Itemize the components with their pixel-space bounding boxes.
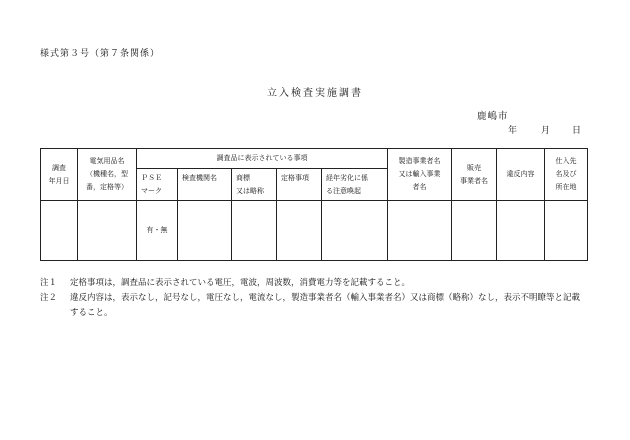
date-month: 月 — [541, 126, 551, 136]
sub-pse-mark: ＰＳＥ マーク — [137, 169, 178, 201]
col-supplier: 仕入先 名及び 所在地 — [545, 149, 588, 201]
table-row — [41, 201, 588, 261]
notes — [40, 276, 585, 321]
sub-rated-items: 定格事項 — [277, 169, 322, 201]
cell-product[interactable] — [78, 201, 137, 261]
col-violation: 違反内容 — [497, 149, 545, 201]
cell-aging[interactable] — [322, 201, 388, 261]
note-1: 注１ 定格事項は，調査品に表示されている電圧，電波，周波数，消費電力等を記載すること。 — [40, 278, 411, 288]
cell-seller[interactable] — [452, 201, 497, 261]
date-line — [508, 123, 581, 136]
col-product-name: 電気用品名 （機種名，型 番，定格等） — [78, 149, 137, 201]
col-seller: 販売 事業者名 — [452, 149, 497, 201]
cell-pse[interactable]: 有・無 — [137, 201, 178, 261]
cell-date[interactable] — [41, 201, 78, 261]
date-day: 日 — [572, 126, 582, 136]
sub-aging-warning: 経年劣化に係 る注意喚起 — [322, 169, 388, 201]
form-number: 様式第３号（第７条関係） — [40, 49, 161, 59]
sub-trademark: 商標 又は略称 — [232, 169, 277, 201]
col-inspection-date: 調査 年月日 — [41, 149, 78, 201]
cell-manufacturer[interactable] — [388, 201, 452, 261]
document-title: 立入検査実施調書 — [267, 88, 363, 99]
cell-rated[interactable] — [277, 201, 322, 261]
col-group-labeled-items: 調査品に表示されている事項 — [137, 149, 388, 169]
date-year: 年 — [508, 126, 518, 136]
cell-trademark[interactable] — [232, 201, 277, 261]
city-name: 鹿嶋市 — [477, 111, 509, 122]
cell-violation[interactable] — [497, 201, 545, 261]
col-manufacturer: 製造事業者名 又は輸入事業 者名 — [388, 149, 452, 201]
sub-inspection-body: 検査機関名 — [178, 169, 232, 201]
cell-supplier[interactable] — [545, 201, 588, 261]
cell-inspection-body[interactable] — [178, 201, 232, 261]
inspection-table — [40, 148, 588, 261]
note-2: 注２ 違反内容は，表示なし，記号なし，電圧なし，電流なし，製造事業者名（輸入事業者名）又は商標（略称）なし，表示不明瞭等と記載すること。 — [40, 293, 581, 318]
